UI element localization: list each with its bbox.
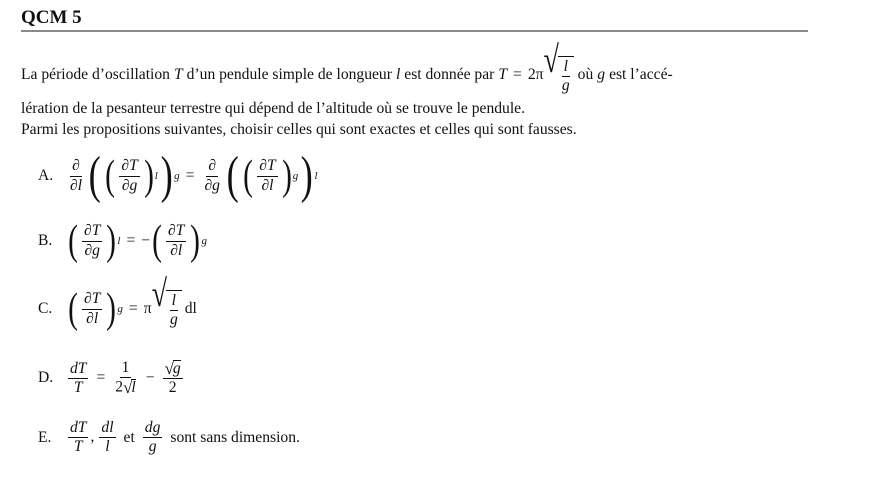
option-letter: A. (38, 167, 54, 184)
denominator: g (148, 438, 157, 456)
radical-icon: √ (543, 39, 559, 82)
denominator: ∂l (70, 176, 83, 194)
numerator: ∂T (82, 223, 102, 241)
fraction-one-over-2sqrt-l (113, 360, 137, 397)
sqrt-g (165, 360, 181, 377)
fraction-dT-dl (257, 158, 277, 194)
right-paren: ) (281, 153, 292, 199)
denominator: ∂g (204, 176, 220, 194)
conjunction-et: et (123, 428, 135, 446)
pi-symbol: π (143, 300, 152, 317)
subscript-l: l (154, 170, 158, 182)
fraction-sqrt-g-over-2 (163, 360, 183, 397)
numerator: dT (68, 361, 88, 379)
radical-icon: √ (123, 378, 133, 398)
numerator: ∂T (82, 291, 102, 309)
numerator (163, 360, 183, 379)
denominator: T (73, 378, 83, 396)
option-a (38, 147, 318, 204)
intro-line-1 (21, 39, 673, 95)
left-paren: ( (152, 218, 162, 264)
fraction-l-over-g (560, 59, 572, 95)
left-paren: ( (88, 147, 101, 204)
option-d (38, 360, 185, 397)
equals: = (185, 167, 195, 184)
numerator: ∂ (70, 158, 82, 176)
option-e (38, 420, 300, 456)
denominator: T (73, 438, 83, 456)
equals: = (128, 300, 138, 317)
right-paren: ) (106, 286, 117, 332)
option-letter: D. (38, 369, 54, 387)
denominator: ∂g (121, 176, 138, 194)
option-text: sont sans dimension. (170, 428, 300, 446)
option-letter: E. (38, 428, 52, 446)
subscript-l: l (117, 235, 121, 247)
denominator: g (169, 311, 178, 328)
fraction-dT-dg (82, 223, 102, 259)
right-paren: ) (300, 147, 313, 204)
left-paren: ( (243, 153, 254, 199)
fraction-dT-dg (119, 158, 139, 194)
intro-text: où (577, 66, 594, 84)
denominator: ∂l (261, 176, 274, 194)
intro-line-2: lération de la pesanteur terrestre qui dépend de l’altitude où se trouve le pendule. (21, 100, 526, 117)
equals: = (96, 369, 106, 387)
numerator: dT (68, 420, 88, 438)
title-divider (21, 30, 808, 32)
minus-sign: − (141, 232, 151, 249)
fraction-dT-over-T (68, 361, 88, 397)
fraction-l-over-g (168, 293, 180, 329)
option-letter: C. (38, 300, 53, 317)
fraction-dT-dl (82, 291, 102, 327)
partial-operator-g (202, 158, 222, 194)
right-paren: ) (190, 218, 201, 264)
option-letter: B. (38, 232, 53, 249)
partial-operator-l (68, 158, 84, 194)
subscript-g: g (117, 303, 123, 315)
left-paren: ( (226, 147, 239, 204)
fraction-dT-dl (166, 223, 186, 259)
formula-coef: 2π (527, 66, 544, 84)
var-T: T (173, 66, 183, 84)
denominator: l (105, 438, 110, 456)
subscript-g: g (174, 170, 180, 182)
intro-text: La période d’oscillation (21, 66, 170, 84)
subscript-g: g (292, 170, 299, 182)
numerator: l (170, 293, 178, 311)
sqrt-l-over-g (151, 273, 182, 329)
denominator: 2 (168, 379, 177, 397)
numerator: l (562, 59, 570, 77)
comma: , (90, 427, 95, 445)
equals: = (126, 232, 136, 249)
numerator: dg (143, 420, 163, 438)
intro-text: est donnée par (404, 66, 495, 84)
subscript-l: l (314, 170, 318, 182)
denominator: g (561, 77, 570, 95)
left-paren: ( (68, 286, 78, 332)
fraction-dg-over-g (143, 420, 163, 456)
sqrt-formula (543, 39, 574, 95)
question-title: QCM 5 (21, 7, 82, 28)
intro-text: est l’accé- (609, 66, 673, 84)
var-g: g (597, 66, 606, 84)
denominator: ∂l (170, 241, 183, 259)
denominator: ∂g (84, 241, 100, 259)
sqrt-l (123, 379, 136, 396)
fraction-dT-over-T (68, 420, 88, 456)
radical-icon: √ (151, 273, 167, 316)
var-l: l (395, 66, 401, 84)
differential-dl: dl (184, 300, 197, 317)
numerator: ∂T (119, 158, 139, 176)
denominator (113, 378, 137, 396)
subscript-g: g (201, 235, 207, 247)
numerator: ∂T (257, 158, 277, 176)
option-b (38, 220, 207, 262)
radicand: g (172, 360, 181, 377)
equals: = (513, 66, 522, 84)
fraction-dl-over-l (99, 420, 115, 456)
denominator: ∂l (86, 309, 99, 327)
radical-icon: √ (164, 359, 174, 378)
intro-text: d’un pendule simple de longueur (186, 66, 392, 84)
radicand: l (131, 379, 136, 397)
minus-sign: − (145, 369, 155, 387)
right-paren: ) (160, 147, 173, 204)
coefficient: 2 (115, 378, 124, 396)
formula-T: T (498, 66, 508, 84)
option-c (38, 273, 197, 332)
left-paren: ( (105, 153, 116, 199)
numerator: dl (99, 420, 115, 438)
intro-line-3: Parmi les propositions suivantes, choisir celles qui sont exactes et celles qui sont fausses. (21, 121, 577, 138)
left-paren: ( (68, 218, 78, 264)
numerator: ∂T (166, 223, 186, 241)
numerator: ∂ (206, 158, 218, 176)
numerator: 1 (120, 360, 132, 378)
right-paren: ) (143, 153, 154, 199)
right-paren: ) (106, 218, 117, 264)
